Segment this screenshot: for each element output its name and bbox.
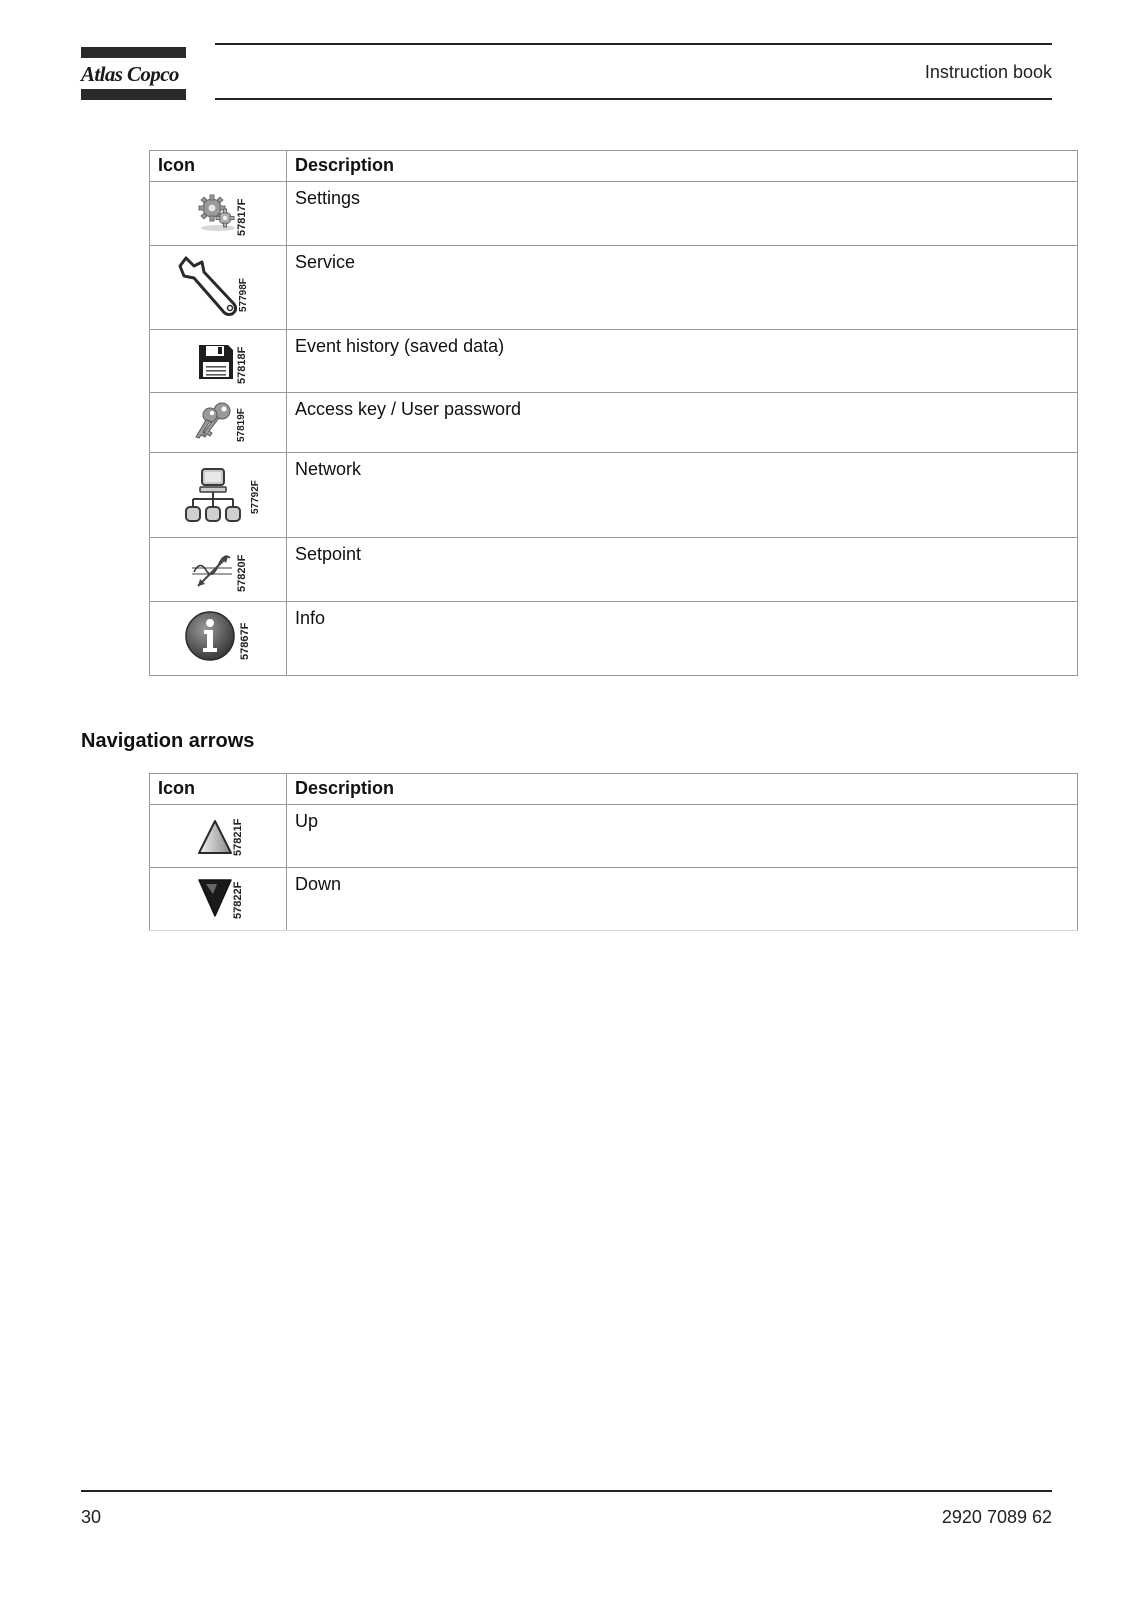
figure-code: 57792F <box>250 480 261 514</box>
logo-wordmark: Atlas Copco <box>81 62 179 86</box>
description-column-header: Description <box>287 774 1078 805</box>
atlas-copco-logo <box>81 47 186 100</box>
document-title: Instruction book <box>924 62 1052 82</box>
figure-code: 57819F <box>236 408 247 442</box>
arrow-down-icon <box>197 878 233 918</box>
logo-bar-bottom <box>81 89 186 100</box>
description-cell: Setpoint <box>287 538 1078 602</box>
navigation-arrows-table <box>149 773 1078 931</box>
figure-code: 57867F <box>239 622 251 660</box>
description-cell: Down <box>287 868 1078 931</box>
icon-cell <box>150 868 287 931</box>
description-cell: Service <box>287 246 1078 330</box>
table-row <box>150 538 1078 602</box>
icon-cell <box>150 330 287 393</box>
keys-icon <box>192 401 236 445</box>
icon-cell <box>150 805 287 868</box>
section-heading: Navigation arrows <box>81 730 255 752</box>
table-header-row <box>150 774 1078 805</box>
footer-rule <box>81 1490 1052 1492</box>
figure-code: 57820F <box>236 554 248 592</box>
figure-code: 57822F <box>232 881 244 919</box>
description-cell: Up <box>287 805 1078 868</box>
icon-cell <box>150 453 287 538</box>
icon-cell <box>150 538 287 602</box>
network-icon <box>184 467 242 525</box>
floppy-disk-icon <box>198 344 234 380</box>
arrow-up-icon <box>197 819 233 855</box>
menu-icons-table <box>149 150 1078 676</box>
table-row <box>150 805 1078 868</box>
figure-code: 57818F <box>236 346 248 384</box>
page-number: 30 <box>81 1507 102 1527</box>
description-cell: Settings <box>287 182 1078 246</box>
icon-column-header: Icon <box>150 774 287 805</box>
table-row <box>150 393 1078 453</box>
icon-column-header: Icon <box>150 151 287 182</box>
description-cell: Info <box>287 602 1078 676</box>
table-header-row <box>150 151 1078 182</box>
icon-cell <box>150 393 287 453</box>
setpoint-graph-icon <box>190 552 234 590</box>
info-icon <box>184 610 236 662</box>
description-cell: Access key / User password <box>287 393 1078 453</box>
header-rule-top <box>215 43 1052 45</box>
icon-cell <box>150 602 287 676</box>
document-number: 2920 7089 62 <box>941 1507 1052 1527</box>
icon-cell <box>150 182 287 246</box>
table-row <box>150 453 1078 538</box>
wrench-icon <box>176 252 244 320</box>
figure-code: 57817F <box>236 198 248 236</box>
description-column-header: Description <box>287 151 1078 182</box>
header-rule-bottom <box>215 98 1052 100</box>
table-row <box>150 330 1078 393</box>
table-row <box>150 246 1078 330</box>
description-cell: Network <box>287 453 1078 538</box>
icon-cell <box>150 246 287 330</box>
figure-code: 57821F <box>232 818 244 856</box>
figure-code: 57798F <box>238 278 249 312</box>
logo-bar-top <box>81 47 186 58</box>
settings-gears-icon <box>196 192 238 232</box>
description-cell: Event history (saved data) <box>287 330 1078 393</box>
table-row <box>150 602 1078 676</box>
table-row <box>150 868 1078 931</box>
table-row <box>150 182 1078 246</box>
